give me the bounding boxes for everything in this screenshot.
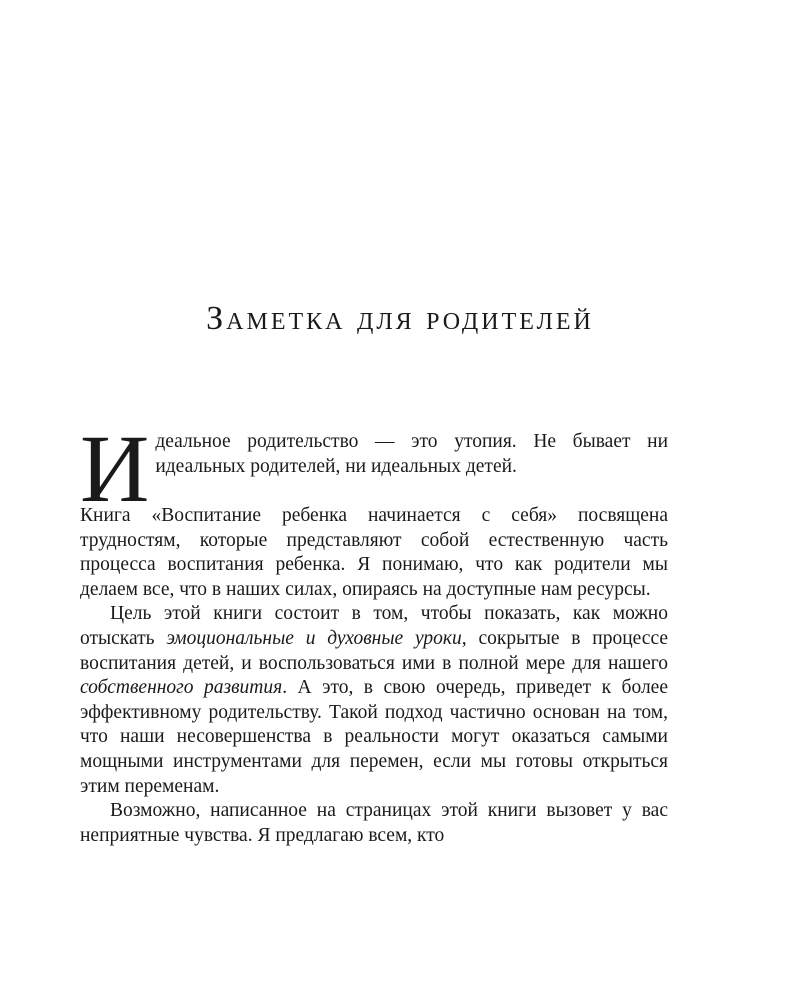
paragraph-goal-text-b: , сокрытые в процессе воспитания детей, и воспользоваться ими в полной мере для нашего	[80, 627, 668, 674]
paragraph-book-purpose: Книга «Воспитание ребенка начинается с себя» посвящена трудностям, которые представляют собой естественную часть процесса воспитания ребенка. Я понимаю, что как родители мы делаем все, что в наших силах, опираясь на доступные нам ресурсы.	[80, 505, 668, 600]
paragraph-intro	[80, 415, 668, 522]
paragraph-intro-text: деальное родительство — это утопия. Не бывает ни идеальных родителей, ни идеальных детей.	[155, 431, 668, 477]
emphasis-development: собственного развития	[80, 677, 283, 699]
paragraph-book-goal	[80, 602, 668, 799]
paragraph-goal-text-c: . А это, в свою очередь, приведет к более эффективному родительству. Такой подход частично основан на том, что наши несовершенства в реальности могут оказаться самыми мощными инструментами для перемен, если мы готовы открыться этим переменам.	[80, 677, 668, 797]
body-text	[80, 415, 668, 848]
drop-cap: И	[80, 415, 150, 522]
paragraph-feelings: Возможно, написанное на страницах этой книги вызовет у вас неприятные чувства. Я предлагаю всем, кто	[80, 800, 668, 846]
paragraph-goal-text-a: Цель этой книги состоит в том, чтобы показать, как можно отыскать	[80, 603, 668, 649]
chapter-title: Заметка для родителей	[206, 300, 594, 337]
emphasis-lessons: эмоциональные и духовные уроки	[166, 627, 462, 649]
